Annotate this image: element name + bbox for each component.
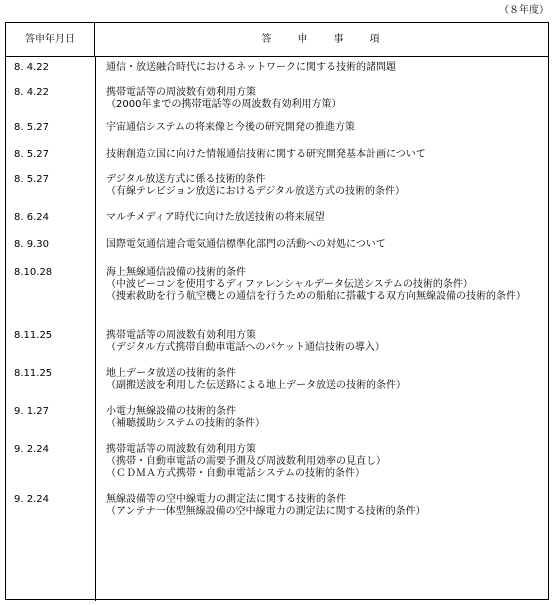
report-subtopic: （アンテナ一体型無線設備の空中線電力の測定法に関する技術的条件） <box>106 506 426 517</box>
report-date: 9. 1.27 <box>14 406 49 417</box>
report-subject: 国際電気通信連合電気通信標準化部門の活動への対処について <box>106 239 386 250</box>
report-subjects <box>106 62 542 74</box>
report-subtopic: （デジタル方式携帯自動車電話へのパケット通信技術の導入） <box>106 342 385 353</box>
report-subjects <box>106 212 542 224</box>
report-subject: 地上データ放送の技術的条件 <box>106 368 236 379</box>
report-date: 8. 9.30 <box>14 239 49 250</box>
report-subject: 技術創造立国に向けた情報通信技術に関する研究開発基本計画について <box>106 149 426 160</box>
report-subject: 携帯電話等の周波数有効利用方策 <box>106 87 256 98</box>
report-subject: 通信・放送融合時代におけるネットワークに関する技術的諸問題 <box>106 62 396 73</box>
council-report-table <box>5 22 549 600</box>
report-subjects <box>106 267 542 303</box>
report-date: 8. 5.27 <box>14 149 49 160</box>
report-subjects <box>106 122 542 134</box>
report-subjects <box>106 239 542 251</box>
report-date: 9. 2.24 <box>14 444 49 455</box>
report-subjects <box>106 149 542 161</box>
report-subjects <box>106 444 542 480</box>
table-body <box>6 57 548 601</box>
report-subtopic: （有線テレビジョン放送におけるデジタル放送方式の技術的条件） <box>106 186 405 197</box>
report-subjects <box>106 87 542 111</box>
report-subject: デジタル放送方式に係る技術的条件 <box>106 174 266 185</box>
report-date: 8.11.25 <box>14 368 53 379</box>
report-subject: 無線設備等の空中線電力の測定法に関する技術的条件 <box>106 494 346 505</box>
report-subtopic: （ＣＤＭＡ方式携帯・自動車電話システムの技術的条件） <box>106 468 365 479</box>
column-divider <box>95 57 96 601</box>
report-subjects <box>106 330 542 354</box>
report-subjects <box>106 494 542 518</box>
report-subtopic: （副搬送波を利用した伝送路による地上データ放送の技術的条件） <box>106 380 406 391</box>
fiscal-year-note: （８年度） <box>499 5 549 16</box>
report-subject: 宇宙通信システムの将来像と今後の研究開発の推進方策 <box>106 122 355 133</box>
report-subtopic: （2000年までの携帯電話等の周波数有効利用方策） <box>106 99 342 110</box>
report-date: 8. 5.27 <box>14 122 49 133</box>
report-subtopic: （補聴援助システムの技術的条件） <box>106 418 265 429</box>
table-header <box>6 23 548 57</box>
report-subtopic: （捜索救助を行う航空機との通信を行うための船舶に搭載する双方向無線設備の技術的条件） <box>106 291 526 302</box>
report-subjects <box>106 368 542 392</box>
report-subject: 海上無線通信設備の技術的条件 <box>106 267 246 278</box>
report-subtopic: （中波ビーコンを使用するディファレンシャルデータ伝送システムの技術的条件） <box>106 279 473 290</box>
report-subject: 小電力無線設備の技術的条件 <box>106 406 236 417</box>
report-date: 8.10.28 <box>14 267 53 278</box>
header-report-items: 答 申 事 項 <box>261 33 382 45</box>
report-subtopic: （携帯・自動車電話の需要予測及び周波数利用効率の見直し） <box>106 456 386 467</box>
report-subjects <box>106 406 542 430</box>
report-subject: 携帯電話等の周波数有効利用方策 <box>106 330 256 341</box>
report-subject: 携帯電話等の周波数有効利用方策 <box>106 444 256 455</box>
report-date: 8. 4.22 <box>14 62 49 73</box>
report-date: 8. 6.24 <box>14 212 49 223</box>
report-subjects <box>106 174 542 198</box>
report-date: 8.11.25 <box>14 330 53 341</box>
header-report-date: 答申年月日 <box>6 23 95 56</box>
report-subject: マルチメディア時代に向けた放送技術の将来展望 <box>106 212 325 223</box>
report-date: 8. 4.22 <box>14 87 49 98</box>
report-date: 9. 2.24 <box>14 494 49 505</box>
report-date: 8. 5.27 <box>14 174 49 185</box>
